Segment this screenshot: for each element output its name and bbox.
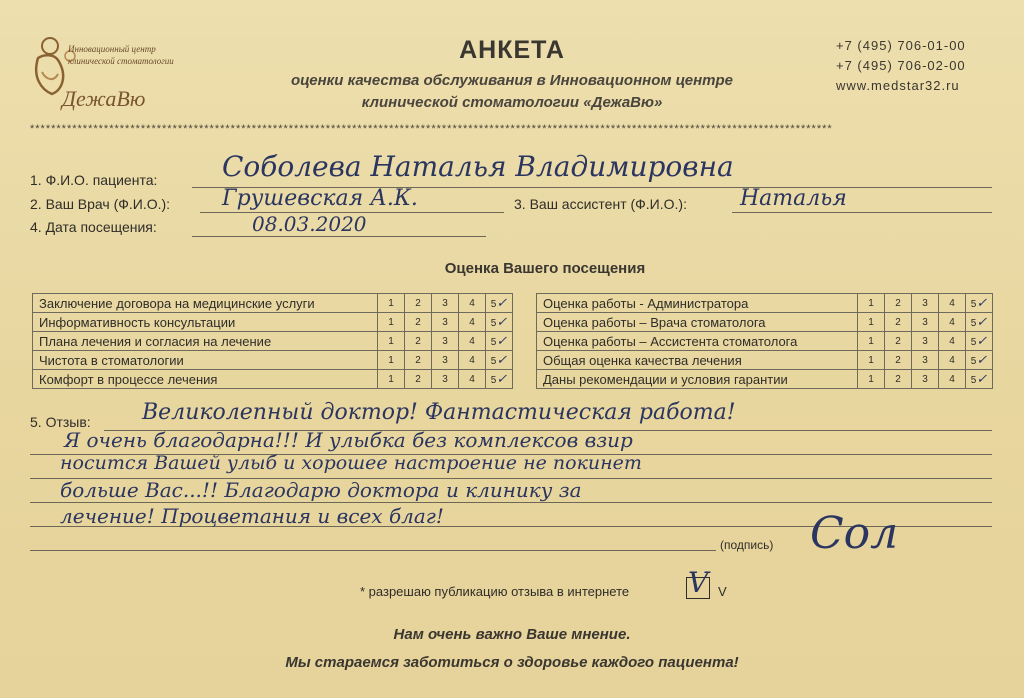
signature-line bbox=[30, 550, 716, 551]
rating-table-right bbox=[536, 293, 993, 389]
rating-option-number: 5 bbox=[970, 355, 977, 367]
rating-option[interactable] bbox=[939, 370, 966, 389]
rating-option[interactable] bbox=[885, 313, 912, 332]
rating-option[interactable] bbox=[405, 332, 432, 351]
rating-row bbox=[537, 332, 993, 351]
signature-label: (подпись) bbox=[720, 538, 774, 552]
rating-option-number: 3 bbox=[442, 373, 448, 385]
rating-option[interactable] bbox=[858, 313, 885, 332]
selected-check-mark: ✓ bbox=[496, 314, 508, 330]
rating-option[interactable] bbox=[858, 294, 885, 313]
rating-option-number: 4 bbox=[469, 297, 475, 309]
rating-option-number: 1 bbox=[388, 354, 394, 366]
logo-line-2: клинической стоматологии bbox=[68, 56, 174, 66]
rating-row bbox=[33, 351, 513, 370]
rating-option[interactable] bbox=[885, 351, 912, 370]
rating-option[interactable] bbox=[432, 370, 459, 389]
rating-option[interactable] bbox=[405, 351, 432, 370]
rating-option[interactable] bbox=[885, 332, 912, 351]
rating-option[interactable] bbox=[912, 370, 939, 389]
rating-option-number: 2 bbox=[895, 373, 901, 385]
footer-line-2: Мы стараемся заботиться о здоровье каждого пациента! bbox=[285, 654, 739, 671]
footer-line-1: Нам очень важно Ваше мнение. bbox=[393, 626, 631, 643]
selected-check-mark: ✓ bbox=[976, 295, 988, 311]
rating-option[interactable] bbox=[966, 370, 993, 389]
rating-option[interactable] bbox=[459, 294, 486, 313]
rating-option[interactable] bbox=[378, 294, 405, 313]
rating-option-number: 5 bbox=[490, 336, 497, 348]
selected-check-mark: ✓ bbox=[496, 295, 508, 311]
rating-option[interactable] bbox=[912, 294, 939, 313]
form-title: АНКЕТА bbox=[459, 36, 565, 64]
rating-option-number: 2 bbox=[895, 316, 901, 328]
rating-option-number: 3 bbox=[922, 335, 928, 347]
rating-criterion: Общая оценка качества лечения bbox=[537, 351, 858, 370]
review-text-line-5: лечение! Процветания и всех благ! bbox=[60, 504, 444, 528]
rating-option[interactable] bbox=[939, 294, 966, 313]
rating-option[interactable] bbox=[486, 351, 513, 370]
rating-row bbox=[33, 294, 513, 313]
phone-1: +7 (495) 706-01-00 bbox=[836, 38, 966, 53]
rating-option[interactable] bbox=[966, 351, 993, 370]
rating-option-number: 2 bbox=[415, 373, 421, 385]
rating-option-number: 4 bbox=[949, 316, 955, 328]
rating-option[interactable] bbox=[378, 313, 405, 332]
rating-option-number: 4 bbox=[469, 316, 475, 328]
logo-name: ДежаВю bbox=[62, 86, 146, 111]
rating-option[interactable] bbox=[858, 370, 885, 389]
rating-option[interactable] bbox=[939, 351, 966, 370]
rating-option-number: 3 bbox=[442, 354, 448, 366]
rating-option[interactable] bbox=[486, 294, 513, 313]
rating-option[interactable] bbox=[432, 313, 459, 332]
rating-option[interactable] bbox=[378, 332, 405, 351]
rating-criterion: Комфорт в процессе лечения bbox=[33, 370, 378, 389]
selected-check-mark: ✓ bbox=[496, 371, 508, 387]
rating-criterion: Оценка работы - Администратора bbox=[537, 294, 858, 313]
rating-criterion: Оценка работы – Ассистента стоматолога bbox=[537, 332, 858, 351]
review-text-line-4: больше Вас...!! Благодарю доктора и клинику за bbox=[60, 478, 582, 502]
rating-option-number: 4 bbox=[949, 335, 955, 347]
rating-option-number: 3 bbox=[922, 373, 928, 385]
rating-option-number: 2 bbox=[895, 354, 901, 366]
rating-option-number: 1 bbox=[868, 316, 874, 328]
rating-option[interactable] bbox=[486, 313, 513, 332]
rating-option[interactable] bbox=[858, 351, 885, 370]
rating-option[interactable] bbox=[432, 351, 459, 370]
rating-option-number: 3 bbox=[442, 335, 448, 347]
rating-criterion: Заключение договора на медицинские услуги bbox=[33, 294, 378, 313]
rating-option-number: 5 bbox=[970, 336, 977, 348]
doctor-label: 2. Ваш Врач (Ф.И.О.): bbox=[30, 196, 171, 212]
rating-option-number: 1 bbox=[388, 297, 394, 309]
consent-v-label: V bbox=[718, 584, 727, 599]
rating-row bbox=[537, 370, 993, 389]
rating-option[interactable] bbox=[966, 332, 993, 351]
patient-label: 1. Ф.И.О. пациента: bbox=[30, 172, 158, 188]
selected-check-mark: ✓ bbox=[976, 371, 988, 387]
date-line bbox=[192, 236, 486, 237]
rating-option-number: 2 bbox=[415, 354, 421, 366]
rating-option[interactable] bbox=[459, 332, 486, 351]
rating-option-number: 4 bbox=[469, 373, 475, 385]
selected-check-mark: ✓ bbox=[976, 314, 988, 330]
website: www.medstar32.ru bbox=[836, 78, 960, 93]
selected-check-mark: ✓ bbox=[976, 352, 988, 368]
rating-criterion: Информативность консультации bbox=[33, 313, 378, 332]
rating-option-number: 1 bbox=[388, 335, 394, 347]
rating-option-number: 5 bbox=[490, 298, 497, 310]
doctor-value: Грушевская А.К. bbox=[222, 186, 418, 211]
phone-2: +7 (495) 706-02-00 bbox=[836, 58, 966, 73]
rating-option[interactable] bbox=[486, 370, 513, 389]
selected-check-mark: ✓ bbox=[496, 333, 508, 349]
rating-option-number: 3 bbox=[442, 297, 448, 309]
rating-criterion: Даны рекомендации и условия гарантии bbox=[537, 370, 858, 389]
rating-option-number: 4 bbox=[469, 335, 475, 347]
rating-option-number: 2 bbox=[895, 335, 901, 347]
rating-option-number: 2 bbox=[415, 335, 421, 347]
review-text-line-1: Великолепный доктор! Фантастическая работа! bbox=[142, 400, 736, 425]
rating-option[interactable] bbox=[486, 332, 513, 351]
rating-option[interactable] bbox=[378, 351, 405, 370]
rating-table-left bbox=[32, 293, 513, 389]
rating-option[interactable] bbox=[405, 294, 432, 313]
assistant-label: 3. Ваш ассистент (Ф.И.О.): bbox=[514, 196, 687, 212]
rating-option-number: 1 bbox=[868, 297, 874, 309]
rating-option-number: 1 bbox=[868, 354, 874, 366]
review-label: 5. Отзыв: bbox=[30, 414, 91, 430]
rating-option-number: 3 bbox=[922, 354, 928, 366]
rating-row bbox=[33, 313, 513, 332]
rating-row bbox=[537, 313, 993, 332]
date-value: 08.03.2020 bbox=[252, 212, 367, 236]
rating-option[interactable] bbox=[858, 332, 885, 351]
rating-option-number: 2 bbox=[415, 316, 421, 328]
rating-option[interactable] bbox=[966, 313, 993, 332]
rating-option[interactable] bbox=[432, 332, 459, 351]
rating-option-number: 5 bbox=[490, 355, 497, 367]
rating-option-number: 1 bbox=[388, 316, 394, 328]
rating-option-number: 2 bbox=[415, 297, 421, 309]
rating-option-number: 5 bbox=[970, 317, 977, 329]
rating-option[interactable] bbox=[966, 294, 993, 313]
rating-option-number: 1 bbox=[868, 335, 874, 347]
assistant-line bbox=[732, 212, 992, 213]
rating-option-number: 4 bbox=[949, 297, 955, 309]
assistant-value: Наталья bbox=[740, 186, 847, 211]
rating-option[interactable] bbox=[885, 294, 912, 313]
review-text-line-3: носится Вашей улыб и хорошее настроение не покинет bbox=[60, 452, 642, 474]
rating-option-number: 5 bbox=[970, 298, 977, 310]
rating-option-number: 3 bbox=[922, 316, 928, 328]
rating-option[interactable] bbox=[912, 313, 939, 332]
rating-row bbox=[537, 294, 993, 313]
logo-line-1: Инновационный центр bbox=[68, 44, 156, 54]
rating-title: Оценка Вашего посещения bbox=[444, 260, 646, 277]
rating-criterion: Оценка работы – Врача стоматолога bbox=[537, 313, 858, 332]
rating-option-number: 5 bbox=[970, 374, 977, 386]
rating-row bbox=[33, 370, 513, 389]
rating-option-number: 1 bbox=[868, 373, 874, 385]
rating-option[interactable] bbox=[885, 370, 912, 389]
selected-check-mark: ✓ bbox=[496, 352, 508, 368]
patient-value: Соболева Наталья Владимировна bbox=[222, 150, 734, 183]
rating-criterion: Плана лечения и согласия на лечение bbox=[33, 332, 378, 351]
rating-option[interactable] bbox=[912, 332, 939, 351]
rating-option-number: 2 bbox=[895, 297, 901, 309]
rating-option[interactable] bbox=[405, 370, 432, 389]
star-divider: ******************************************************************************************************************************************************** bbox=[30, 124, 833, 134]
review-line-4 bbox=[30, 502, 992, 503]
selected-check-mark: ✓ bbox=[976, 333, 988, 349]
rating-option[interactable] bbox=[432, 294, 459, 313]
form-subtitle-2: клинической стоматологии «ДежаВю» bbox=[361, 94, 663, 111]
rating-row bbox=[537, 351, 993, 370]
rating-option-number: 3 bbox=[442, 316, 448, 328]
rating-option[interactable] bbox=[378, 370, 405, 389]
rating-option-number: 5 bbox=[490, 317, 497, 329]
rating-option[interactable] bbox=[405, 313, 432, 332]
rating-option-number: 3 bbox=[922, 297, 928, 309]
rating-option[interactable] bbox=[912, 351, 939, 370]
rating-option-number: 4 bbox=[949, 373, 955, 385]
rating-row bbox=[33, 332, 513, 351]
review-text-line-2: Я очень благодарна!!! И улыбка без комплексов взир bbox=[64, 428, 633, 452]
rating-option-number: 4 bbox=[469, 354, 475, 366]
rating-option-number: 1 bbox=[388, 373, 394, 385]
rating-option[interactable] bbox=[939, 332, 966, 351]
consent-check-mark: V bbox=[688, 566, 709, 599]
consent-text: * разрешаю публикацию отзыва в интернете bbox=[360, 584, 630, 599]
rating-option[interactable] bbox=[939, 313, 966, 332]
rating-criterion: Чистота в стоматологии bbox=[33, 351, 378, 370]
rating-option[interactable] bbox=[459, 313, 486, 332]
date-label: 4. Дата посещения: bbox=[30, 219, 157, 235]
rating-option-number: 5 bbox=[490, 374, 497, 386]
signature: Сол bbox=[810, 508, 899, 559]
rating-option-number: 4 bbox=[949, 354, 955, 366]
form-subtitle-1: оценки качества обслуживания в Инновационном центре bbox=[290, 72, 733, 89]
rating-option[interactable] bbox=[459, 351, 486, 370]
rating-option[interactable] bbox=[459, 370, 486, 389]
